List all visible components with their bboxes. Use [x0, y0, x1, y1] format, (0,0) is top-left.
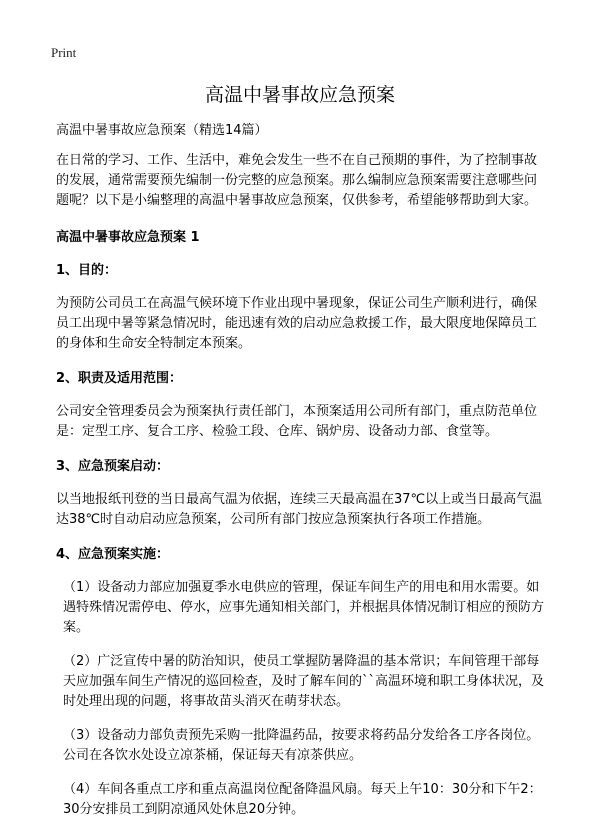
print-label: Print: [51, 45, 77, 60]
section-text-activation: 以当地报纸刊登的当日最高气温为依据，连续三天最高温在37℃以上或当日最高气温达38℃时自动启动应急预案，公司所有部门按应急预案执行各项工作措施。: [56, 492, 543, 527]
document-title: 高温中暑事故应急预案: [204, 84, 395, 106]
section-heading-scope: 2、职责及适用范围：: [56, 371, 183, 386]
section-heading-implementation: 4、应急预案实施：: [56, 547, 170, 562]
section-heading-activation: 3、应急预案启动：: [56, 459, 170, 474]
section-heading-purpose: 1、目的：: [56, 263, 118, 278]
implementation-item: （2）广泛宣传中暑的防治知识，使员工掌握防暑降温的基本常识；车间管理干部每天应加强车间生产情况的巡回检查，及时了解车间的``高温环境和职工身体状况，及时处理出现的问题，将事故苗头消灭在萌芽状态。: [63, 654, 545, 709]
implementation-item: （1）设备动力部应加强夏季水电供应的管理，保证车间生产的用电和用水需要。如遇特殊情况需停电、停水，应事先通知相关部门，并根据具体情况制订相应的预防方案。: [63, 580, 545, 635]
section-text-purpose: 为预防公司员工在高温气候环境下作业出现中暑现象，保证公司生产顺利进行，确保员工出现中暑等紧急情况时，能迅速有效的启动应急救援工作，最大限度地保障员工的身体和生命安全特制定本预案。: [56, 296, 538, 351]
section-text-scope: 公司安全管理委员会为预案执行责任部门，本预案适用公司所有部门，重点防范单位是：定型工序、复合工序、检验工段、仓库、锅炉房、设备动力部、食堂等。: [56, 404, 538, 439]
document-body: [56, 121, 548, 834]
implementation-item: （4）车间各重点工序和重点高温岗位配备降温风扇。每天上午10：30分和下午2：30分安排员工到阴凉通风处休息20分钟。: [63, 782, 542, 817]
implementation-item: （3）设备动力部负责预先采购一批降温药品，按要求将药品分发给各工序各岗位。公司在各饮水处设立凉茶桶，保证每天有凉茶供应。: [63, 728, 540, 763]
intro-paragraph: 在日常的学习、工作、生活中，难免会发生一些不在自己预期的事件，为了控制事故的发展，通常需要预先编制一份完整的应急预案。那么编制应急预案需要注意哪些问题呢？以下是小编整理的高温中暑事故应急预案，仅供参考，希望能够帮助到大家。: [56, 153, 538, 208]
document-subtitle: 高温中暑事故应急预案（精选14篇）: [56, 123, 268, 138]
plan-heading: 高温中暑事故应急预案 1: [56, 230, 200, 245]
